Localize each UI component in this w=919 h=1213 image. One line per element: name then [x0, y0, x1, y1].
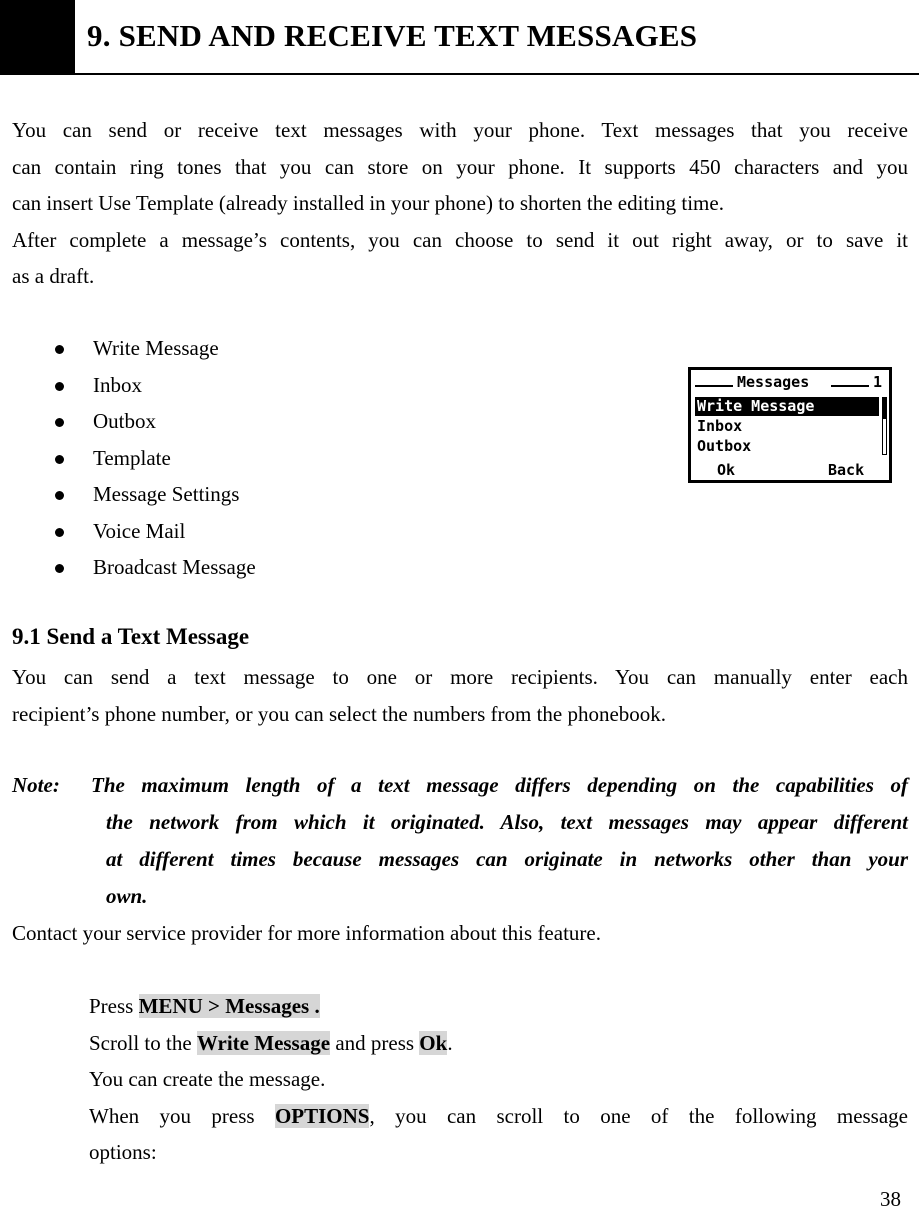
list-item: Message Settings — [54, 476, 256, 513]
note-line: The maximum length of a text message differs depending on the capabilities of — [91, 773, 908, 797]
screen-item-outbox: Outbox — [697, 437, 752, 455]
list-item: Voice Mail — [54, 513, 256, 550]
screen-title: Messages — [737, 373, 810, 391]
intro-line: can contain ring tones that you can store on your phone. It supports 450 characters and you — [12, 154, 908, 179]
contact-line: Contact your service provider for more information about this feature. — [12, 921, 601, 945]
step-2: Scroll to the Write Message and press Ok. — [89, 1030, 453, 1055]
bullet-icon — [55, 382, 64, 391]
chapter-title: 9. SEND AND RECEIVE TEXT MESSAGES — [87, 18, 698, 53]
screen-item-inbox: Inbox — [697, 417, 743, 435]
phone-screen-illustration — [688, 367, 892, 483]
section-heading: 9.1 Send a Text Message — [12, 624, 250, 649]
section-line: You can send a text message to one or more recipients. You can manually enter each — [12, 665, 908, 689]
write-message-key: Write Message — [196, 1030, 331, 1055]
list-item: Template — [54, 440, 256, 477]
list-item: Inbox — [54, 367, 256, 404]
header-block — [0, 0, 75, 74]
note-label: Note: — [12, 773, 60, 797]
bullet-icon — [55, 528, 64, 537]
menu-messages-key: MENU > Messages . — [138, 994, 320, 1018]
list-item: Broadcast Message — [54, 549, 256, 586]
note-line: at different times because messages can originate in networks other than your — [106, 847, 908, 871]
note-line: own. — [106, 884, 148, 908]
intro-line: You can send or receive text messages with your phone. Text messages that you receive — [12, 118, 908, 142]
screen-softkey-ok: Ok — [717, 461, 736, 479]
header-rule — [0, 73, 919, 75]
section-paragraph — [12, 659, 908, 732]
screen-item-write-message: Write Message — [697, 397, 815, 415]
step-4: When you press OPTIONS, you can scroll to one of the following message — [89, 1103, 908, 1128]
step-3: You can create the message. — [89, 1067, 326, 1091]
options-key: OPTIONS — [274, 1103, 370, 1128]
intro-line: After complete a message’s contents, you can choose to send it out right away, or to save it — [12, 227, 908, 252]
screen-softkey-back: Back — [828, 461, 865, 479]
title-rule-left — [695, 385, 733, 387]
steps-list — [50, 988, 908, 1171]
step-4-continuation: options: — [89, 1140, 157, 1164]
note-line: the network from which it originated. Also, text messages may appear different — [106, 810, 908, 834]
ok-key: Ok — [419, 1030, 448, 1055]
messages-menu-list — [54, 330, 256, 586]
bullet-icon — [55, 491, 64, 500]
intro-paragraph — [12, 112, 908, 295]
intro-line: can insert Use Template (already installed in your phone) to shorten the editing time. — [12, 191, 724, 215]
title-rule-right — [831, 385, 869, 387]
section-line: recipient’s phone number, or you can select the numbers from the phonebook. — [12, 701, 667, 726]
list-item: Outbox — [54, 403, 256, 440]
chapter-header — [0, 0, 919, 75]
step-1: Press MENU > Messages . — [89, 994, 320, 1018]
bullet-icon — [55, 418, 64, 427]
bullet-icon — [55, 564, 64, 573]
list-item: Write Message — [54, 330, 256, 367]
screen-number: 1 — [873, 373, 883, 391]
page-number: 38 — [880, 1187, 901, 1211]
bullet-icon — [55, 345, 64, 354]
contact-paragraph — [12, 915, 908, 952]
bullet-icon — [55, 455, 64, 464]
note-body — [91, 767, 908, 915]
intro-line: as a draft. — [12, 264, 95, 288]
screen-scrollbar-thumb — [882, 397, 887, 419]
